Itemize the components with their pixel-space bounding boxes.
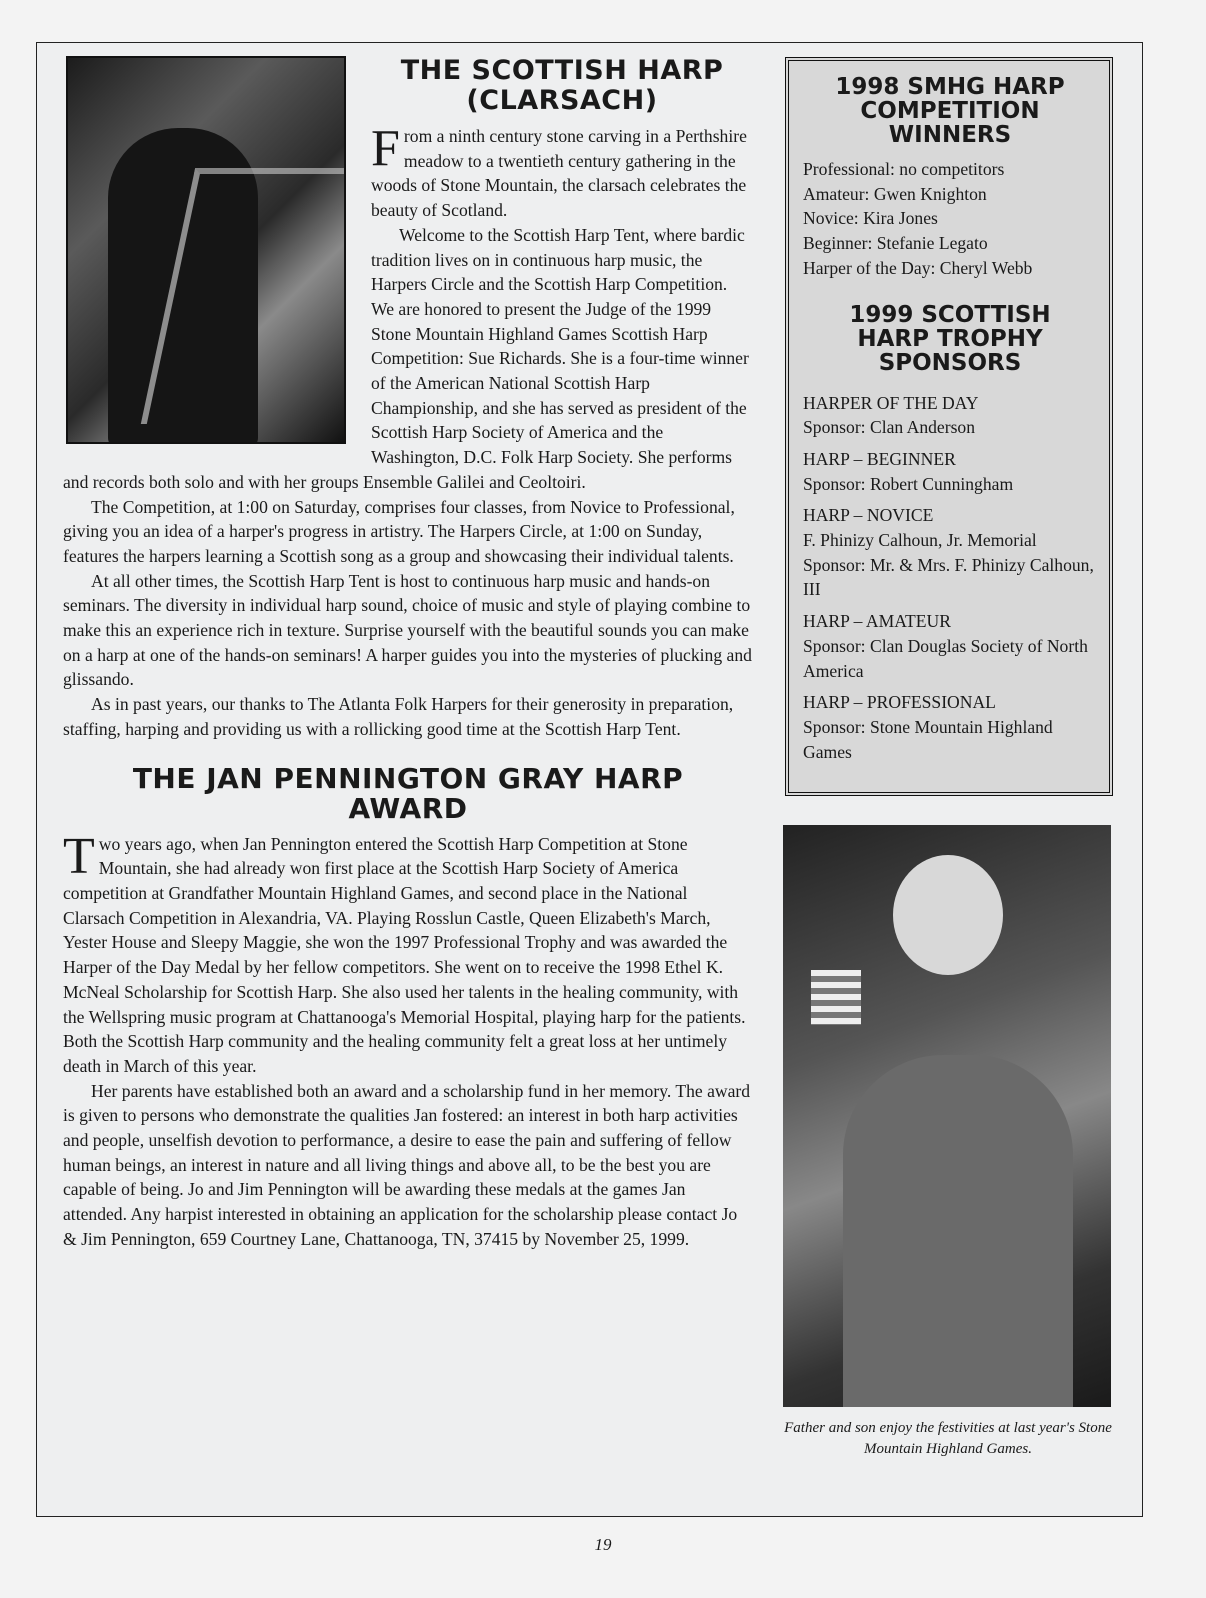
drop-cap: T (63, 827, 95, 885)
drop-cap: F (371, 120, 400, 177)
winner-item: Professional: no competitors (803, 159, 1005, 179)
article-title-pennington-award: THE JAN PENNINGTON GRAY HARP AWARD (132, 761, 684, 825)
sponsors-list (803, 391, 1097, 765)
winners-list (803, 157, 1097, 281)
left-column (63, 56, 753, 1252)
winner-item: Novice: Kira Jones (803, 208, 938, 229)
article-title-scottish-harp: THE SCOTTISH HARP (CLARSACH) (400, 55, 724, 116)
sponsor-item: HARP – NOVICE F. Phinizy Calhoun, Jr. Memorial Sponsor: Mr. & Mrs. F. Phinizy Calhoun, III (803, 505, 1094, 600)
article1-paragraph: The Competition, at 1:00 on Saturday, comprises four classes, from Novice to Professional, giving you an idea of a harper's progress in artistry. The Harpers Circle, at 1:00 on Sunday, features the harpers learning a Scottish song as a group and showcasing their individual talents. (63, 496, 735, 566)
winners-heading: 1998 SMHG HARP COMPETITION WINNERS (835, 74, 1065, 148)
sponsor-item: HARP – AMATEUR Sponsor: Clan Douglas Society of North America (803, 611, 1088, 681)
sponsor-item: HARP – BEGINNER Sponsor: Robert Cunningham (803, 448, 1014, 494)
sponsor-item: HARP – PROFESSIONAL Sponsor: Stone Mountain Highland Games (803, 692, 1053, 762)
page-number: 19 (594, 1535, 612, 1554)
sidebar-box (785, 57, 1113, 796)
winner-item: Amateur: Gwen Knighton (803, 183, 987, 204)
sponsors-heading: 1999 SCOTTISH HARP TROPHY SPONSORS (849, 301, 1051, 376)
article1-paragraph: At all other times, the Scottish Harp Tent is host to continuous harp music and hands-on seminars. The diversity in individual harp sound, choice of music and style of playing combine to make this an experience rich in texture. Surprise yourself with the beautiful sounds you can make on a harp at one of the hands-on seminars! A harper guides you into the mysteries of plucking and glissando. (63, 570, 752, 690)
article1-paragraph: Welcome to the Scottish Harp Tent, where bardic tradition lives on in continuous harp music, the Harpers Circle and the Scottish Harp Competition. We are honored to present the Judge of the 1999 Stone Mountain Highland Games Scottish Harp Competition: Sue Richards. She is a four-time winner of the American National Scottish Harp Championship, and she has served as president of the Scottish Harp Society of America and the Washington, D.C. Folk Harp Society. She performs and records both solo and with her groups Ensemble Galilei and Ceoltoiri. (63, 224, 749, 492)
article1-paragraph: From a ninth century stone carving in a Perthshire meadow to a twentieth century gathering in the woods of Stone Mountain, the clarsach celebrates the beauty of Scotland. (371, 120, 747, 221)
article2-paragraph: Her parents have established both an award and a scholarship fund in her memory. The award is given to persons who demonstrate the qualities Jan fostered: an interest in both harp activities and people, unselfish devotion to performance, a desire to ease the pain and suffering of fellow human beings, an interest in nature and all living things and above all, to be the best you are capable of being. Jo and Jim Pennington will be awarding these medals at the games Jan attended. Any harpist interested in obtaining an application for the scholarship please contact Jo & Jim Pennington, 659 Courtney Lane, Chattanooga, TN, 37415 by November 25, 1999. (63, 1080, 751, 1249)
father-son-photo (783, 825, 1111, 1407)
winner-item: Beginner: Stefanie Legato (803, 233, 988, 254)
photo-caption: Father and son enjoy the festivities at last year's Stone Mountain Highland Games. (784, 1420, 1112, 1457)
sponsor-item: HARPER OF THE DAY Sponsor: Clan Anderson (803, 392, 979, 438)
harpist-photo (66, 56, 346, 444)
winner-item: Harper of the Day: Cheryl Webb (803, 257, 1033, 278)
article1-paragraph: As in past years, our thanks to The Atlanta Folk Harpers for their generosity in preparation, staffing, harping and providing us with a rollicking good time at the Scottish Harp Tent. (63, 694, 734, 739)
article2-paragraph: Two years ago, when Jan Pennington entered the Scottish Harp Competition at Stone Mountain, she had already won first place at the Scottish Harp Society of America competition at Grandfather Mountain Highland Games, and second place in the National Clarsach Competition in Alexandria, VA. Playing Rosslun Castle, Queen Elizabeth's March, Yester House and Sleepy Maggie, she won the 1997 Professional Trophy and was awarded the Harper of the Day Medal by her fellow competitors. She went on to receive the 1998 Ethel K. McNeal Scholarship for Scottish Harp. She also used her talents in the healing community, with the Wellspring music program at Chattanooga's Memorial Hospital, playing harp for the patients. Both the Scottish Harp community and the healing community felt a great loss at her untimely death in March of this year. (63, 827, 746, 1076)
